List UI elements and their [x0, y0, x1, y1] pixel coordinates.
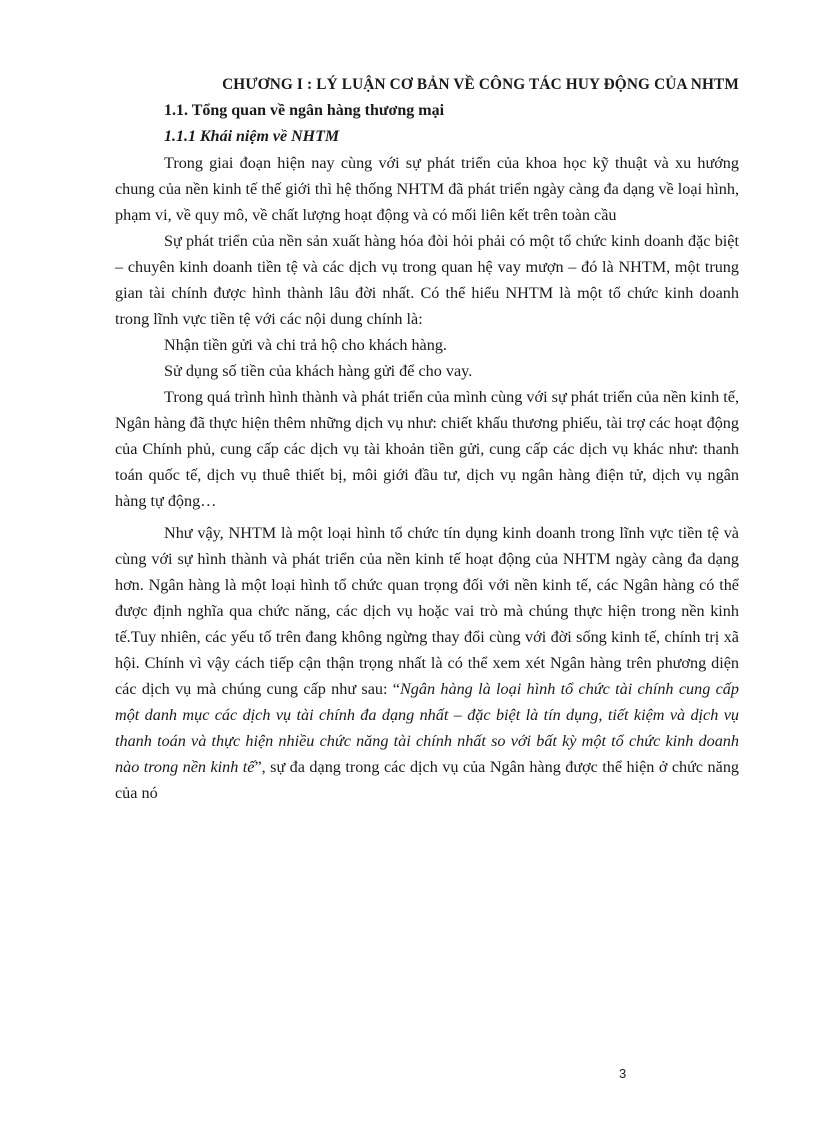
conclusion-text-after-quote: ”, sự đa dạng trong các dịch vụ của Ngân hàng được thể hiện ở chức năng của nó	[115, 758, 740, 802]
page-number: 3	[619, 1066, 627, 1081]
document-page	[115, 72, 739, 806]
chapter-title: CHƯƠNG I : LÝ LUẬN CƠ BẢN VỀ CÔNG TÁC HUY ĐỘNG CỦA NHTM	[222, 76, 739, 93]
paragraph-conclusion	[115, 520, 739, 806]
paragraph-function-lending: Sử dụng số tiền của khách hàng gửi để cho vay.	[164, 362, 473, 380]
section-heading: 1.1. Tổng quan về ngân hàng thương mại	[164, 102, 445, 119]
paragraph-definition: Sự phát triển của nền sản xuất hàng hóa đòi hỏi phải có một tổ chức kinh doanh đặc biệt – chuyên kinh doanh tiền tệ và các dịch vụ trong quan hệ vay mượn – đó là NHTM, một trung gian tài chính được hình thành lâu đời nhất. Có thể hiểu NHTM là một tổ chức kinh doanh trong lĩnh vực tiền tệ với các nội dung chính là:	[115, 232, 739, 328]
paragraph-function-deposit: Nhận tiền gửi và chi trả hộ cho khách hàng.	[164, 336, 447, 354]
paragraph-intro: Trong giai đoạn hiện nay cùng với sự phát triển của khoa học kỹ thuật và xu hướng chung của nền kinh tế thế giới thì hệ thống NHTM đã phát triển ngày càng đa dạng về loại hình, phạm vi, về quy mô, về chất lượng hoạt động và có mối liên kết trên toàn cầu	[115, 154, 739, 224]
conclusion-text-before-quote: Như vậy, NHTM là một loại hình tổ chức tín dụng kinh doanh trong lĩnh vực tiền tệ và cùng với sự hình thành và phát triển của nền kinh tế hoạt động của NHTM ngày càng đa dạng hơn. Ngân hàng là một loại hình tổ chức quan trọng đối với nền kinh tế, các Ngân hàng có thể được định nghĩa qua chức năng, các dịch vụ hoặc vai trò mà chúng thực hiện trong nền kinh tế.Tuy nhiên, các yếu tố trên đang không ngừng thay đổi cùng với đời sống kinh tế, chính trị xã hội. Chính vì vậy cách tiếp cận thận trọng nhất là có thể xem xét Ngân hàng trên phương diện các dịch vụ mà chúng cung cấp như sau: “	[115, 524, 739, 698]
bank-definition-quote: Ngân hàng là loại hình tổ chức tài chính cung cấp một danh mục các dịch vụ tài chính đa dạng nhất – đặc biệt là tín dụng, tiết kiệm và dịch vụ thanh toán và thực hiện nhiều chức năng tài chính nhất so với bất kỳ một tổ chức kinh doanh nào trong nền kinh tế	[115, 680, 739, 776]
paragraph-services: Trong quá trình hình thành và phát triển của mình cùng với sự phát triển của nền kinh tế, Ngân hàng đã thực hiện thêm những dịch vụ như: chiết khấu thương phiếu, tài trợ các hoạt động của Chính phủ, cung cấp các dịch vụ tài khoản tiền gửi, cung cấp các dịch vụ khác như: thanh toán quốc tế, dịch vụ thuê thiết bị, môi giới đầu tư, dịch vụ ngân hàng điện tử, dịch vụ ngân hàng tự động…	[115, 388, 739, 510]
subsection-heading: 1.1.1 Khái niệm về NHTM	[164, 128, 340, 145]
